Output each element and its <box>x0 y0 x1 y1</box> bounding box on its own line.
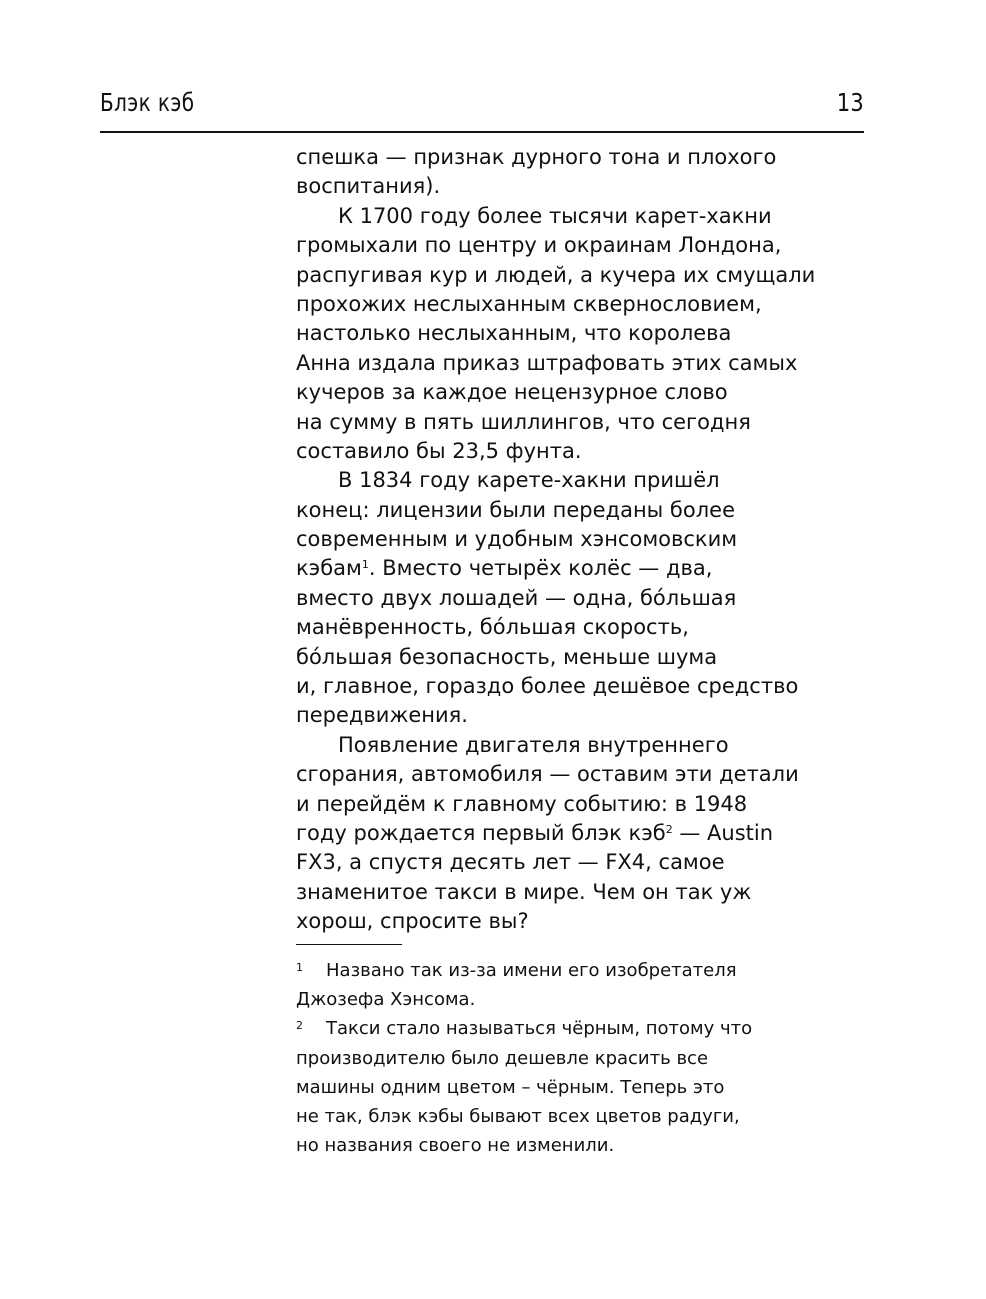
text-line: знаменитое такси в мире. Чем он так уж <box>296 879 752 904</box>
text-line: составило бы 23,5 фунта. <box>296 438 582 463</box>
text-line: кучеров за каждое нецензурное слово <box>296 380 728 405</box>
text-line: громыхали по центру и окраинам Лондона, <box>296 233 782 258</box>
text-fragment: — Austin <box>672 820 774 845</box>
text-line: современным и удобным хэнсомовским <box>296 527 738 552</box>
text-line: настолько неслыханным, что королева <box>296 321 732 346</box>
footnote-ref-2: 2 <box>665 822 673 836</box>
footnote-line: машины одним цветом – чёрным. Теперь это <box>296 1076 725 1098</box>
text-line: В 1834 году карете-хакни пришёл <box>338 468 720 493</box>
running-head <box>100 80 864 130</box>
footnote-line: производителю было дешевле красить все <box>296 1047 709 1069</box>
text-line: хорош, спросите вы? <box>296 909 529 934</box>
text-line <box>296 819 816 848</box>
text-line: Анна издала приказ штрафовать этих самых <box>296 350 798 375</box>
text-line: сгорания, автомобиля — оставим эти детали <box>296 762 799 787</box>
page-number: 13 <box>836 88 864 117</box>
text-line: распугивая кур и людей, а кучера их смущали <box>296 262 816 287</box>
text-fragment: . Вместо четырёх колёс — два, <box>368 556 713 581</box>
text-line: передвижения. <box>296 703 468 728</box>
text-line: конец: лицензии были переданы более <box>296 497 735 522</box>
text-line: спешка — признак дурного тона и плохого <box>296 145 777 169</box>
footnote-rule <box>296 944 402 945</box>
footnote-2: 2 Такси стало называться чёрным, потому что <box>296 1018 753 1040</box>
footnotes <box>296 956 816 1160</box>
footnote-text: Названо так из-за имени его изобретателя <box>326 960 737 981</box>
footnote-1: 1 Названо так из-за имени его изобретателя <box>296 960 737 981</box>
text-line: FX3, а спустя десять лет — FX4, самое <box>296 850 725 875</box>
footnote-line: не так, блэк кэбы бывают всех цветов радуги, <box>296 1105 740 1127</box>
footnote-text: Такси стало называться чёрным, потому что <box>326 1018 753 1040</box>
text-line: воспитания). <box>296 174 441 199</box>
footnote-ref-1: 1 <box>361 558 369 572</box>
body-text <box>296 143 816 937</box>
text-line: на сумму в пять шиллингов, что сегодня <box>296 409 751 434</box>
text-line: Появление двигателя внутреннего <box>338 732 729 757</box>
text-fragment: кэбам <box>296 556 362 581</box>
book-title: Блэк кэб <box>100 88 195 117</box>
text-line: манёвренность, бóльшая скорость, <box>296 615 689 640</box>
text-line <box>296 554 816 583</box>
text-line: К 1700 году более тысячи карет-хакни <box>338 203 772 228</box>
footnote-line: но названия своего не изменили. <box>296 1135 615 1157</box>
text-line: бóльшая безопасность, меньше шума <box>296 644 718 669</box>
text-line: вместо двух лошадей — одна, бóльшая <box>296 585 737 610</box>
text-line: прохожих неслыханным сквернословием, <box>296 291 762 316</box>
text-fragment: году рождается первый блэк кэб <box>296 820 666 845</box>
footnote-line: Джозефа Хэнсома. <box>296 989 476 1011</box>
header-rule <box>100 131 864 133</box>
text-line: и перейдём к главному событию: в 1948 <box>296 791 748 816</box>
text-line: и, главное, гораздо более дешёвое средство <box>296 674 799 699</box>
